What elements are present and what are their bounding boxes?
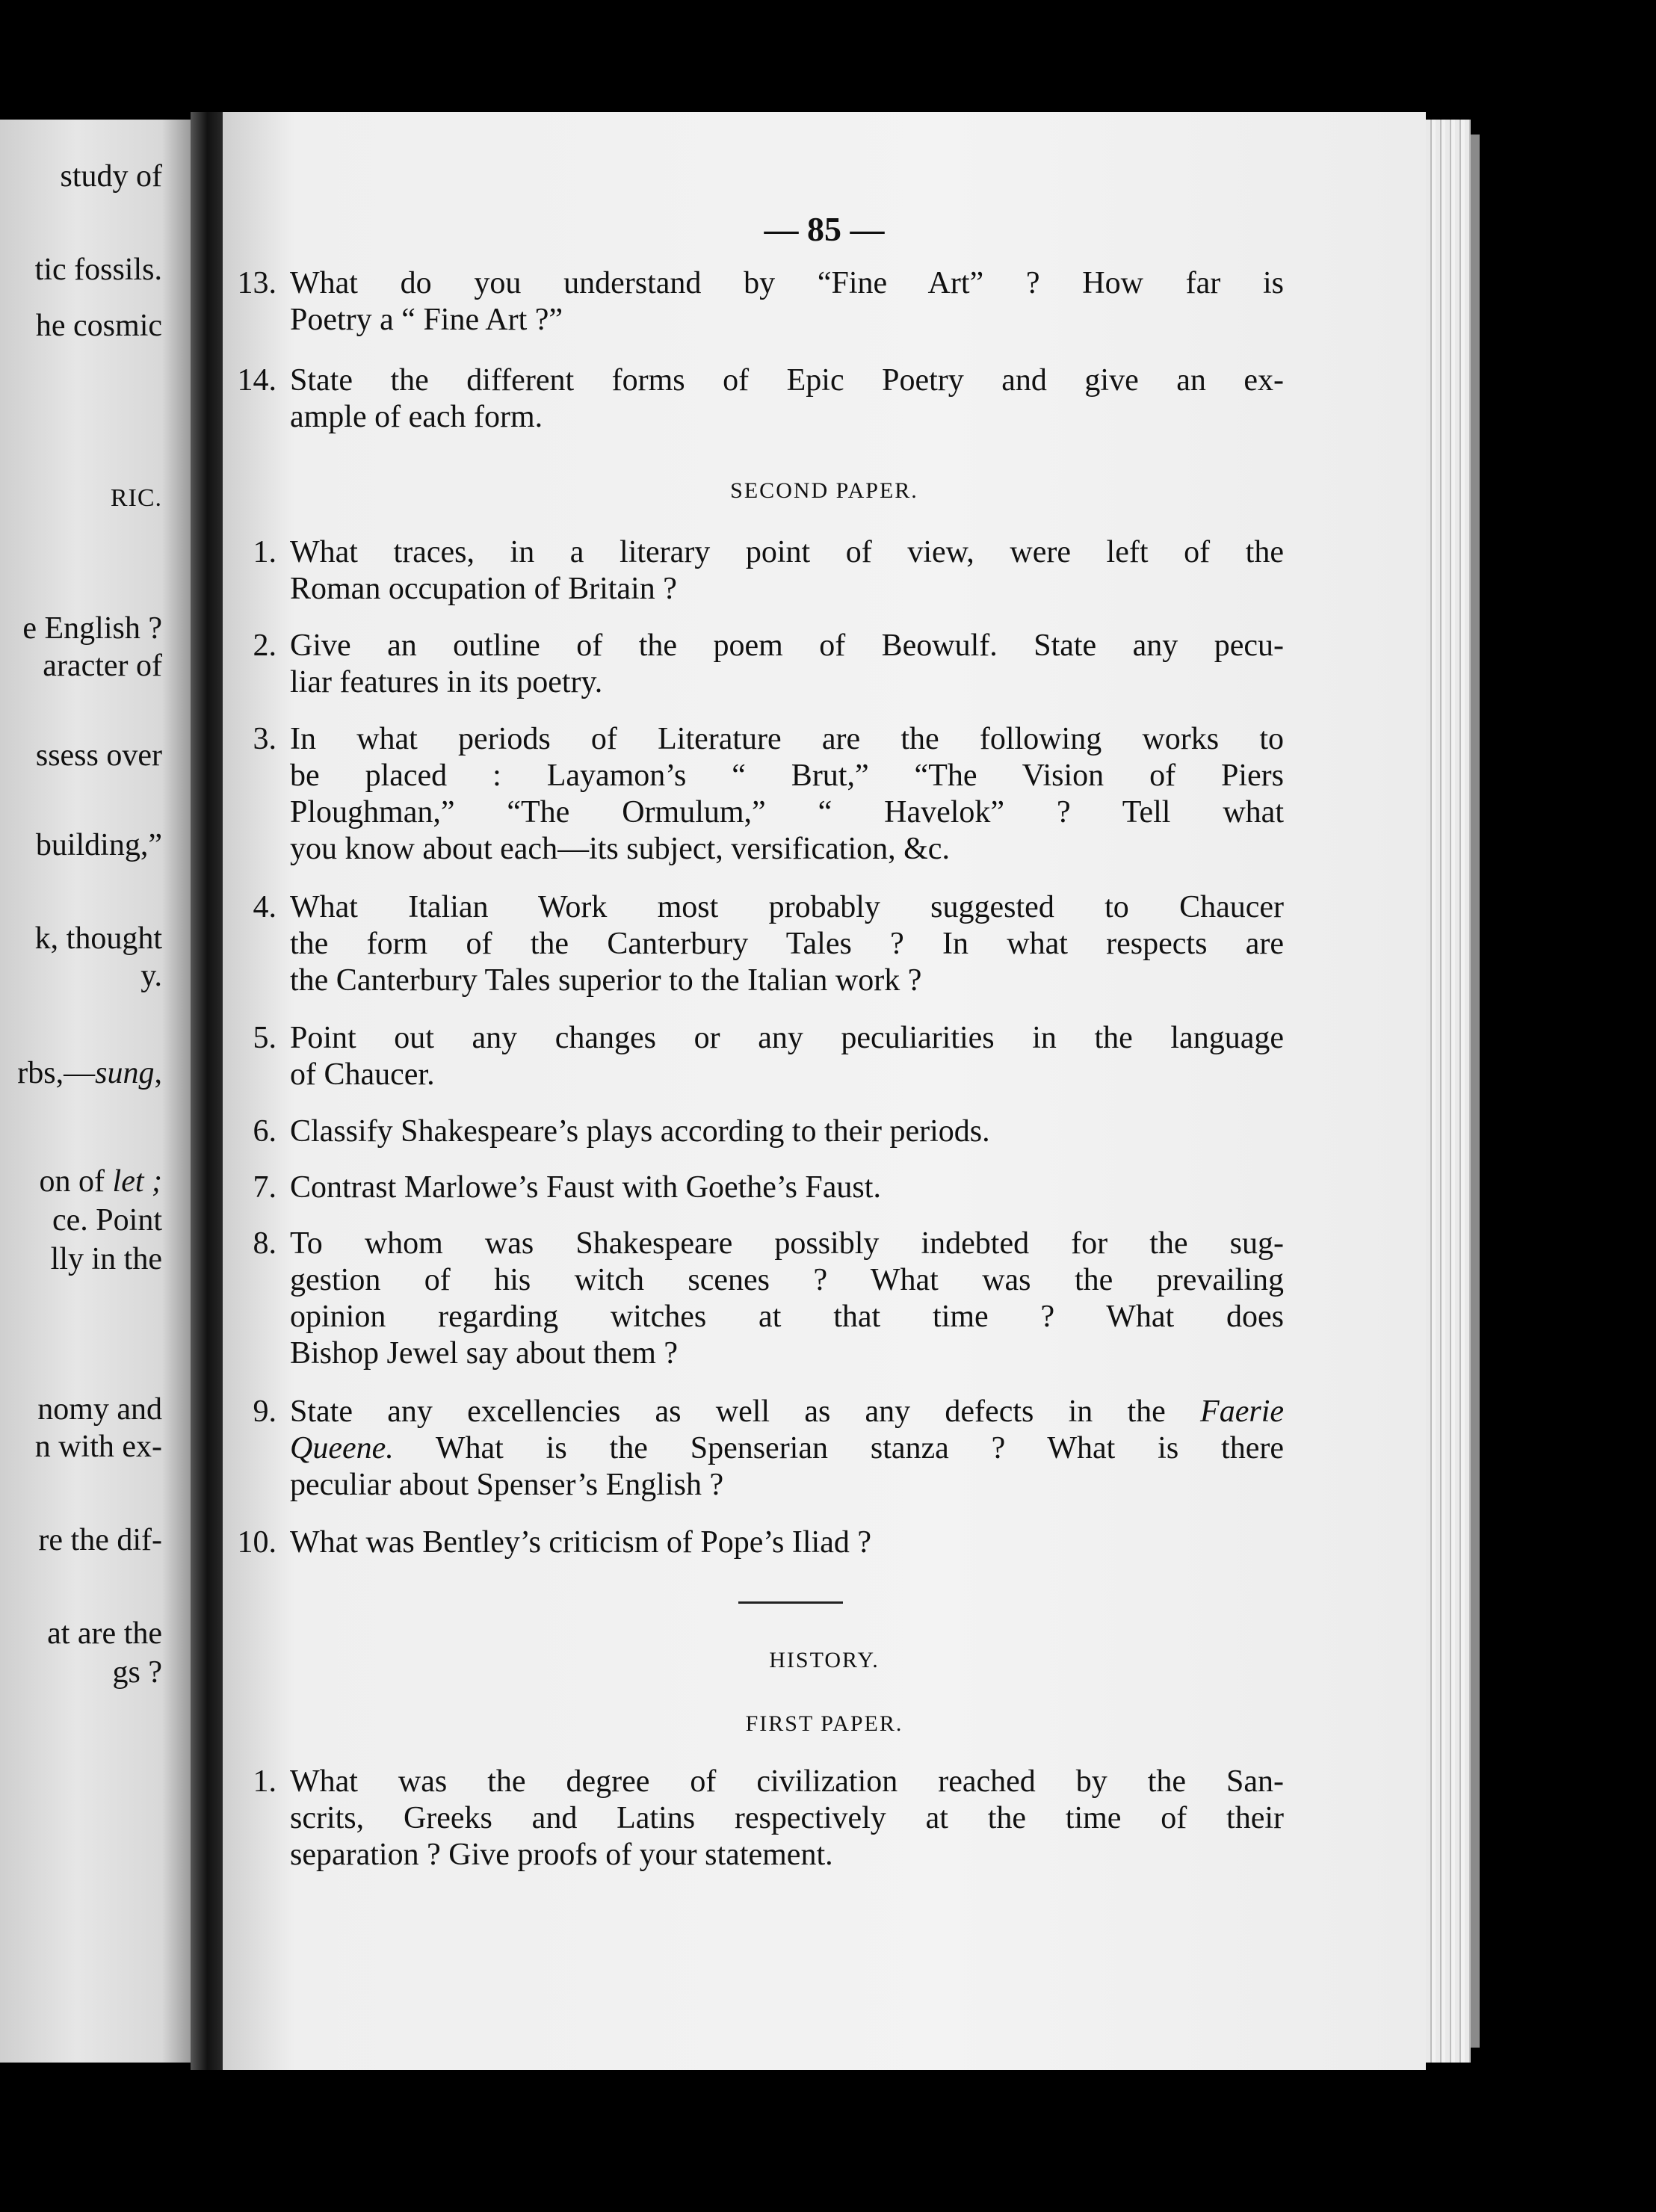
question-number: 5. — [253, 1021, 276, 1055]
question-number: 2. — [253, 628, 276, 663]
left-page-line: at are the — [47, 1616, 162, 1651]
left-page-line: he cosmic — [35, 309, 162, 343]
question-line: ample of each form. — [290, 400, 543, 434]
book-cover-edge — [1471, 135, 1480, 2048]
left-page-line: tic fossils. — [34, 253, 162, 287]
question-line: the Canterbury Tales superior to the Italian work ? — [290, 963, 922, 998]
question-number: 6. — [253, 1114, 276, 1149]
question-line: the form of the Canterbury Tales ? In what respects are — [290, 927, 1284, 961]
question-number: 8. — [253, 1226, 276, 1261]
book-page — [223, 112, 1426, 2070]
left-page-line: lly in the — [50, 1242, 162, 1276]
question-line: liar features in its poetry. — [290, 665, 603, 699]
question-line: peculiar about Spenser’s English ? — [290, 1468, 724, 1502]
question-line: Ploughman,” “The Ormulum,” “ Havelok” ? Tell what — [290, 795, 1284, 830]
question-number: 7. — [253, 1170, 276, 1205]
facing-left-page — [0, 120, 191, 2063]
question-number: 9. — [253, 1394, 276, 1429]
page-edges — [1426, 120, 1471, 2063]
question-text — [290, 1113, 1284, 1150]
question-line: separation ? Give proofs of your statement. — [290, 1838, 833, 1872]
question-text — [290, 1764, 1284, 1873]
question-number: 13. — [237, 266, 276, 300]
question-number: 4. — [253, 890, 276, 924]
question-line: Poetry a “ Fine Art ?” — [290, 303, 563, 337]
question-text — [290, 1020, 1284, 1093]
question-line: State the different forms of Epic Poetry and give an ex- — [290, 363, 1284, 398]
question-line: In what periods of Literature are the following works to — [290, 722, 1284, 756]
question-text — [290, 1226, 1284, 1372]
history-heading: HISTORY. — [769, 1648, 880, 1672]
left-page-line: rbs,—sung, — [17, 1056, 162, 1090]
question-text — [290, 628, 1284, 701]
left-page-line: re the dif- — [38, 1523, 162, 1557]
question-text — [290, 534, 1284, 608]
question-line: What do you understand by “Fine Art” ? How far is — [290, 266, 1284, 300]
question-line: Point out any changes or any peculiarities in the language — [290, 1021, 1284, 1055]
question-line: scrits, Greeks and Latins respectively at the time of their — [290, 1801, 1284, 1835]
question-line: To whom was Shakespeare possibly indebted for the sug- — [290, 1226, 1284, 1261]
question-number: 3. — [253, 722, 276, 756]
left-page-line: on of let ; — [39, 1164, 162, 1199]
question-number: 1. — [253, 1764, 276, 1799]
question-line: be placed : Layamon’s “ Brut,” “The Vision of Piers — [290, 759, 1284, 793]
question-line: gestion of his witch scenes ? What was the prevailing — [290, 1263, 1284, 1297]
left-page-line: gs ? — [112, 1655, 162, 1690]
left-page-line: e English ? — [22, 611, 162, 646]
left-page-line: y. — [140, 959, 162, 993]
left-page-line: nomy and — [37, 1392, 162, 1427]
question-line: What Italian Work most probably suggested to Chaucer — [290, 890, 1284, 924]
question-number: 10. — [237, 1525, 276, 1560]
question-line: Roman occupation of Britain ? — [290, 572, 677, 606]
left-page-line: ce. Point — [52, 1203, 162, 1238]
left-page-line: building,” — [35, 828, 162, 862]
question-line: Bishop Jewel say about them ? — [290, 1336, 679, 1371]
left-page-line: aracter of — [43, 649, 162, 683]
question-line: What traces, in a literary point of view, were left of the — [290, 535, 1284, 569]
page-content — [223, 112, 1426, 2070]
question-line: Queene. What is the Spenserian stanza ? What is there — [290, 1431, 1284, 1465]
question-text — [290, 1524, 1284, 1561]
left-page-line: n with ex- — [34, 1430, 162, 1464]
question-line: What was the degree of civilization reached by the San- — [290, 1764, 1284, 1799]
section-divider — [738, 1601, 843, 1604]
question-text — [290, 1170, 1284, 1206]
question-line: State any excellencies as well as any defects in the Faerie — [290, 1394, 1284, 1429]
question-line: What was Bentley’s criticism of Pope’s Iliad ? — [290, 1525, 871, 1560]
question-text — [290, 265, 1284, 339]
first-paper-heading: FIRST PAPER. — [745, 1711, 903, 1736]
question-number: 14. — [237, 363, 276, 398]
question-line: of Chaucer. — [290, 1057, 435, 1092]
question-text — [290, 889, 1284, 999]
question-number: 1. — [253, 535, 276, 569]
left-page-line: study of — [60, 159, 162, 194]
book-gutter — [191, 112, 224, 2070]
left-page-line: RIC. — [110, 484, 162, 512]
question-text — [290, 362, 1284, 436]
second-paper-heading: SECOND PAPER. — [730, 478, 918, 503]
left-page-line: ssess over — [35, 738, 162, 773]
question-line: Give an outline of the poem of Beowulf. State any pecu- — [290, 628, 1284, 663]
page-number: — 85 — — [764, 210, 885, 248]
left-page-line: k, thought — [34, 921, 162, 956]
question-line: Contrast Marlowe’s Faust with Goethe’s Faust. — [290, 1170, 881, 1205]
question-line: Classify Shakespeare’s plays according to their periods. — [290, 1114, 990, 1149]
question-line: you know about each—its subject, versification, &c. — [290, 832, 950, 866]
question-line: opinion regarding witches at that time ? What does — [290, 1300, 1284, 1334]
question-text — [290, 721, 1284, 868]
question-text — [290, 1394, 1284, 1504]
